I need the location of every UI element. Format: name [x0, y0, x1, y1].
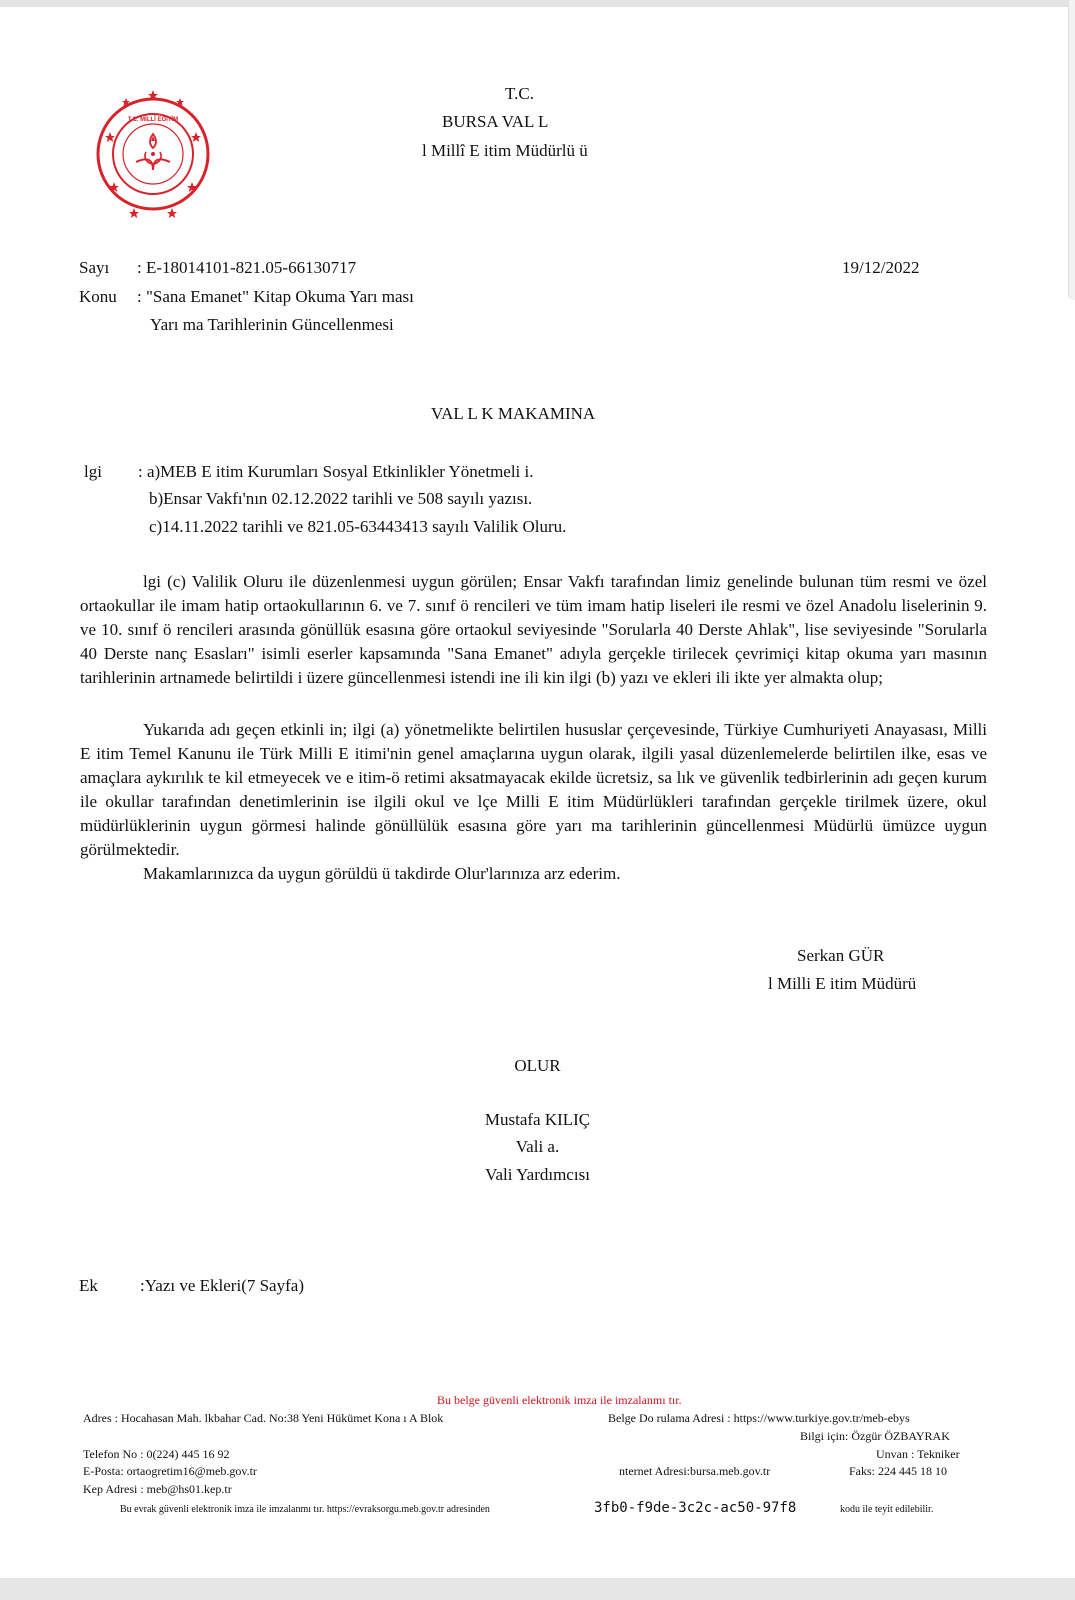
signer-name: Serkan GÜR: [797, 946, 885, 965]
sayi-value: : E-18014101-821.05-66130717: [137, 258, 357, 277]
konu-label: Konu: [79, 287, 117, 306]
konu-line-1: : "Sana Emanet" Kitap Okuma Yarı ması: [137, 287, 414, 306]
body-paragraph-2: Yukarıda adı geçen etkinli in; ilgi (a) yönetmelikte belirtilen hususlar çerçevesinde, Türkiye Cumhuriyeti Anayasası, Milli E itim Temel Kanunu ile Türk Milli E itimi'nin genel amaçlarına uygun olarak, ilgili yasal düzenlemelerde belirtilen ilke, esas ve amaçlara aykırılık te kil etmeyecek ve e itim-ö retimi aksatmayacak ekilde ücretsiz, sa lık ve güvenlik tedbirlerinin adı geçen kurum ile okullar tarafından denetimlerinin ise ilgili okul ve lçe Milli E itim Müdürlükleri tarafından gerçekle tirilmek üzere, okul müdürlüklerinin uygun görmesi halinde gönüllülük esasına göre yarı ma tarihlerinin güncellenmesi Müdürlü ümüzce uygun görülmektedir.: [80, 720, 987, 859]
footer-email: E-Posta: ortaogretim16@meb.gov.tr: [83, 1464, 257, 1478]
header-tc: T.C.: [505, 84, 534, 103]
meb-seal-logo: [96, 84, 211, 234]
header-governorship: BURSA VAL L: [442, 112, 549, 131]
body-paragraph-3: Makamlarınızca da uygun görüldü ü takdirde Olur'larınıza arz ederim.: [143, 864, 621, 883]
footer-verify-code: 3fb0-f9de-3c2c-ac50-97f8: [594, 1500, 797, 1516]
sayi-label: Sayı: [79, 258, 110, 277]
attachment-label: Ek: [79, 1276, 98, 1295]
esign-notice: Bu belge güvenli elektronik imza ile imzalanmı tır.: [437, 1393, 682, 1407]
konu-line-2: Yarı ma Tarihlerinin Güncellenmesi: [150, 315, 394, 334]
ilgi-b: b)Ensar Vakfı'nın 02.12.2022 tarihli ve 508 sayılı yazısı.: [149, 489, 533, 508]
approval-olur: OLUR: [514, 1056, 561, 1075]
approver-name: Mustafa KILIÇ: [484, 1110, 591, 1129]
footer-verify-suffix: kodu ile teyit edilebilir.: [840, 1504, 934, 1515]
approver-line-3: Vali Yardımcısı: [485, 1165, 590, 1184]
footer-contact-title: Unvan : Tekniker: [876, 1447, 960, 1461]
header-directorate: l Millî E itim Müdürlü ü: [422, 141, 588, 160]
ilgi-label: lgi: [84, 462, 102, 481]
attachment-value: :Yazı ve Ekleri(7 Sayfa): [140, 1276, 304, 1295]
body-paragraph-1: lgi (c) Valilik Oluru ile düzenlenmesi uygun görülen; Ensar Vakfı tarafından limiz genelinde bulunan tüm resmi ve özel ortaokullar ile imam hatip ortaokullarının 6. ve 7. sınıf ö rencileri ve tüm imam hatip liseleri ile resmi ve özel Anadolu liselerinin 9. ve 10. sınıf ö rencileri arasında gönüllük esasına göre ortaokul seviyesinde "Sorularla 40 Derste Ahlak", lise seviyesinde "Sorularla 40 Derste nanç Esasları" isimli eserler kapsamında "Sana Emanet" adıyla gerçekle tirilecek çevrimiçi kitap okuma yarı masının tarihlerinin artnamede belirtildi i üzere güncellenmesi istendi ine ili kin ilgi (b) yazı ve ekleri ili ikte yer almakta olup;: [80, 572, 987, 687]
addressee: VAL L K MAKAMINA: [431, 404, 596, 423]
document-date: 19/12/2022: [842, 258, 920, 277]
footer-kep: Kep Adresi : meb@hs01.kep.tr: [83, 1482, 232, 1496]
footer-address: Adres : Hocahasan Mah. lkbahar Cad. No:38 Yeni Hükümet Kona ı A Blok: [83, 1411, 444, 1425]
svg-text:T.C. MİLLÎ EĞİTİM: T.C. MİLLÎ EĞİTİM: [127, 117, 179, 123]
footer-fax: Faks: 224 445 18 10: [849, 1464, 948, 1478]
ilgi-a: : a)MEB E itim Kurumları Sosyal Etkinlikler Yönetmeli i.: [138, 462, 534, 481]
footer-internet: nternet Adresi:bursa.meb.gov.tr: [619, 1464, 771, 1478]
footer-phone: Telefon No : 0(224) 445 16 92: [83, 1447, 230, 1461]
signer-title: l Milli E itim Müdürü: [768, 974, 917, 993]
page-edge-tab: [1068, 0, 1075, 300]
bottom-scroll-bar: [0, 1578, 1075, 1600]
approver-line-2: Vali a.: [515, 1137, 560, 1156]
footer-verify-address: Belge Do rulama Adresi : https://www.turkiye.gov.tr/meb-ebys: [608, 1411, 910, 1425]
footer-info-contact: Bilgi için: Özgür ÖZBAYRAK: [800, 1429, 950, 1443]
ilgi-c: c)14.11.2022 tarihli ve 821.05-63443413 sayılı Valilik Oluru.: [149, 517, 567, 536]
footer-verify-prefix: Bu evrak güvenli elektronik imza ile imzalanmı tır. https://evraksorgu.meb.gov.tr adresinden: [120, 1504, 490, 1515]
top-scroll-bar: [0, 0, 1075, 7]
